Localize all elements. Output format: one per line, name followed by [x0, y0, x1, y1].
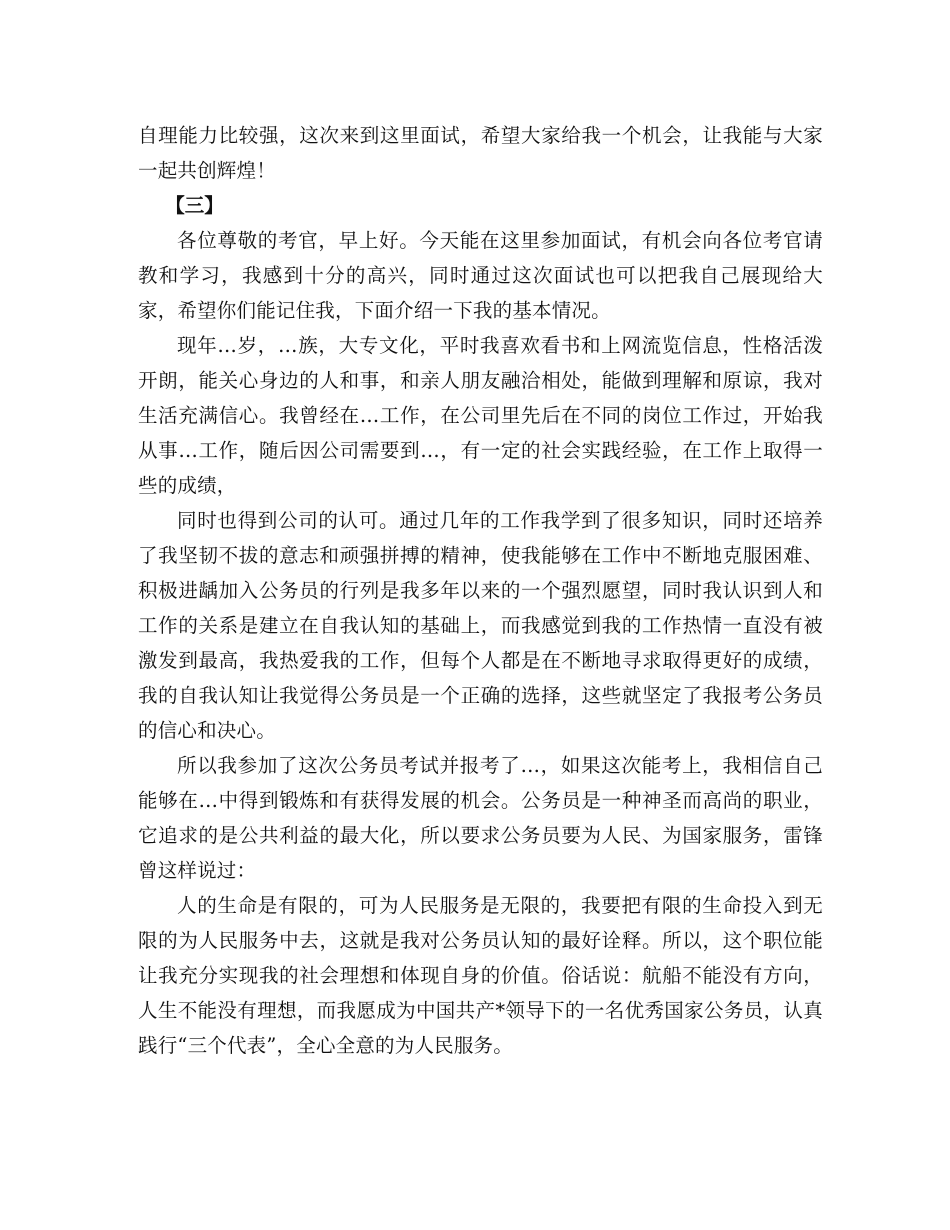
paragraph-greeting: 各位尊敬的考官，早上好。今天能在这里参加面试，有机会向各位考官请教和学习，我感到十分的高兴，同时通过这次面试也可以把我自己展现给大家，希望你们能记住我，下面介绍一下我的基本情况。	[138, 229, 823, 322]
paragraph-exam: 所以我参加了这次公务员考试并报考了…，如果这次能考上，我相信自己能够在…中得到锻炼和有获得发展的机会。公务员是一种神圣而高尚的职业，它追求的是公共利益的最大化，所以要求公务员要为人民、为国家服务，雷锋曾这样说过：	[138, 754, 823, 882]
document-body	[138, 118, 823, 1063]
paragraph-background: 现年…岁，…族，大专文化，平时我喜欢看书和上网流览信息，性格活泼开朗，能关心身边的人和事，和亲人朋友融洽相处，能做到理解和原谅，我对生活充满信心。我曾经在…工作，在公司里先后在不同的岗位工作过，开始我从事…工作，随后因公司需要到…，有一定的社会实践经验，在工作上取得一些的成绩，	[138, 334, 823, 497]
paragraph-conclusion: 人的生命是有限的，可为人民服务是无限的，我要把有限的生命投入到无限的为人民服务中去，这就是我对公务员认知的最好诠释。所以，这个职位能让我充分实现我的社会理想和体现自身的价值。俗话说：航船不能没有方向，人生不能没有理想，而我愿成为中国共产*领导下的一名优秀国家公务员，认真践行“三个代表”，全心全意的为人民服务。	[138, 894, 823, 1057]
paragraph-motivation: 同时也得到公司的认可。通过几年的工作我学到了很多知识，同时还培养了我坚韧不拔的意志和顽强拼搏的精神，使我能够在工作中不断地克服困难、积极进龋加入公务员的行列是我多年以来的一个强烈愿望，同时我认识到人和工作的关系是建立在自我认知的基础上，而我感觉到我的工作热情一直没有被激发到最高，我热爱我的工作，但每个人都是在不断地寻求取得更好的成绩，我的自我认知让我觉得公务员是一个正确的选择，这些就坚定了我报考公务员的信心和决心。	[138, 509, 823, 742]
paragraph-continuation: 自理能力比较强，这次来到这里面试，希望大家给我一个机会，让我能与大家一起共创辉煌！	[138, 124, 823, 182]
section-heading: 【三】	[165, 194, 224, 217]
